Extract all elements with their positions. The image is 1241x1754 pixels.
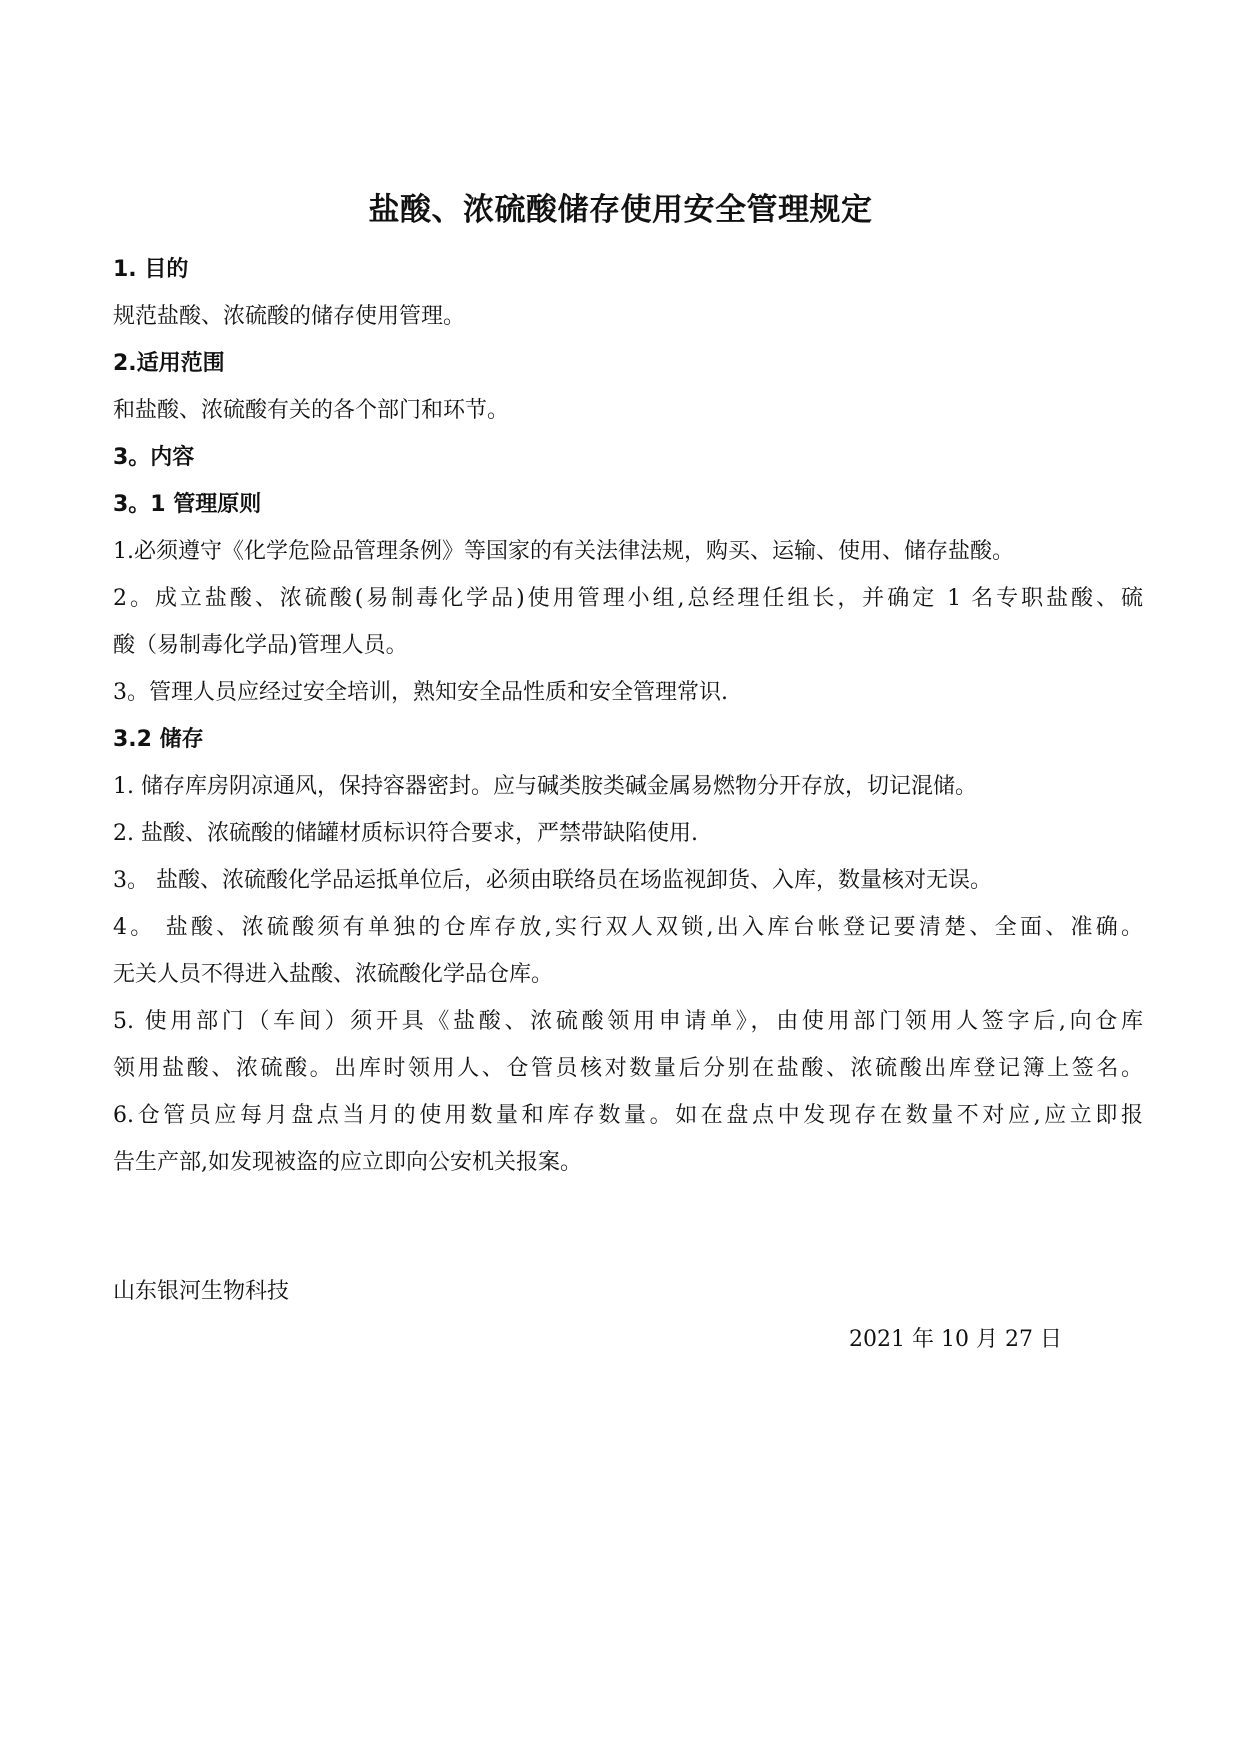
storage-line: 告生产部,如发现被盗的应立即向公安机关报案。: [113, 1150, 582, 1175]
storage-line: 6.仓管员应每月盘点当月的使用数量和库存数量。如在盘点中发现存在数量不对应,应立即报: [113, 1103, 1143, 1128]
section-heading-storage: 3.2 储存: [113, 727, 204, 752]
storage-line: 领用盐酸、浓硫酸。出库时领用人、仓管员核对数量后分别在盐酸、浓硫酸出库登记簿上签名。: [113, 1056, 1143, 1081]
company-signature: 山东银河生物科技: [113, 1279, 290, 1304]
document-title: 盐酸、浓硫酸储存使用安全管理规定: [368, 192, 873, 228]
section-heading-purpose: 1. 目的: [113, 257, 189, 282]
storage-line: 无关人员不得进入盐酸、浓硫酸化学品仓库。: [113, 962, 554, 987]
section-text-scope: 和盐酸、浓硫酸有关的各个部门和环节。: [113, 398, 510, 423]
storage-line: 1. 储存库房阴凉通风，保持容器密封。应与碱类胺类碱金属易燃物分开存放，切记混储。: [113, 774, 977, 799]
principles-line: 2。成立盐酸、浓硫酸(易制毒化学品)使用管理小组,总经理任组长，并确定 1 名专职盐酸、硫: [113, 586, 1143, 611]
document-body: [113, 246, 1143, 1186]
section-heading-content: 3。内容: [113, 445, 195, 470]
storage-line: 2. 盐酸、浓硫酸的储罐材质标识符合要求，严禁带缺陷使用.: [113, 821, 698, 846]
storage-line: 4。 盐酸、浓硫酸须有单独的仓库存放,实行双人双锁,出入库台帐登记要清楚、全面、准确。: [113, 915, 1143, 940]
section-text-purpose: 规范盐酸、浓硫酸的储存使用管理。: [113, 304, 466, 329]
principles-line: 3。管理人员应经过安全培训，熟知安全品性质和安全管理常识.: [113, 680, 728, 705]
section-heading-principles: 3。1 管理原则: [113, 492, 262, 517]
principles-line: 酸（易制毒化学品)管理人员。: [113, 633, 408, 658]
storage-line: 5. 使用部门（车间）须开具《盐酸、浓硫酸领用申请单》，由使用部门领用人签字后,向仓库: [113, 1009, 1143, 1034]
document-date: 2021 年 10 月 27 日: [849, 1327, 1062, 1352]
principles-line: 1.必须遵守《化学危险品管理条例》等国家的有关法律法规，购买、运输、使用、储存盐酸。: [113, 539, 1014, 564]
section-heading-scope: 2.适用范围: [113, 351, 225, 376]
storage-line: 3。 盐酸、浓硫酸化学品运抵单位后，必须由联络员在场监视卸货、入库，数量核对无误。: [113, 868, 992, 893]
